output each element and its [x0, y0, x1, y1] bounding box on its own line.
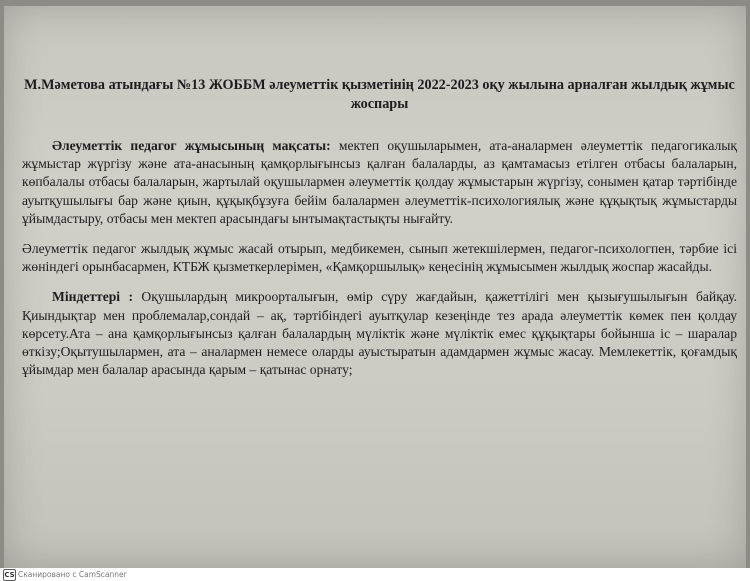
- goal-text: мектеп оқушыларымен, ата-аналармен әлеуметтік педагогикалық жұмыстар жүргізу және ата-анасының қамқорлығынсыз қалған балаларды, аз қамтамасыз етілген отбасы балаларын, көпбалалы отбасы балаларын, жартылай оқушылармен әлеуметтік қолдау жұмыстарын жүргізу, сонымен қатар тәртібінде ауытқушылығы бар және қиын, құқықбұзуға бейім балалармен әлеуметтік-психологиялық және құқықтық жұмыстарды ұйымдастыру, отбасы мен мектеп арасындағы ынтымақтастықты нығайту.: [22, 138, 737, 226]
- tasks-text: Оқушылардың микроорталығын, өмір сүру жағдайын, қажеттілігі мен қызығушылығын байқау. Қиындықтар мен проблемалар,сондай – ақ, тәртібіндегі ауытқулар кезеңінде тез арада әлеуметтік көмек пен қолдау көрсету.Ата – ана қамқорлығынсыз қалған балалардың мүліктік және мүліктік емес құқықтары бойынша іс – шаралар өткізу;Оқытушылармен, ата – аналармен немесе оларды ауыстыратын адамдармен жұмыс жасау. Мемлекеттік, қоғамдық ұйымдар мен балалар арасында қарым – қатынас орнату;: [22, 289, 737, 378]
- plan-paragraph: Әлеуметтік педагог жылдық жұмыс жасай отырып, медбикемен, сынып жетекшілермен, педагог-психологпен, тәрбие ісі жөніндегі орынбасармен, КТБЖ қызметкерлерімен, «Қамқоршылық» кеңесінің жұмысымен жылдық жоспар жасайды.: [22, 241, 737, 275]
- tasks-paragraph: [22, 288, 737, 379]
- tasks-lead: Міндеттері :: [52, 289, 134, 305]
- document-body: [22, 76, 737, 391]
- goal-lead: Әлеуметтік педагог жұмысының мақсаты:: [52, 138, 331, 153]
- goal-paragraph: [22, 137, 737, 228]
- scanner-footer: [0, 568, 750, 581]
- scanned-page: [4, 6, 746, 568]
- camscanner-logo-icon: CS: [4, 571, 15, 579]
- document-title: М.Мәметова атындағы №13 ЖОББМ әлеуметтік қызметінің 2022-2023 оқу жылына арналған жылдық жұмыс жоспары: [24, 77, 735, 112]
- scanner-caption: Сканировано с CamScanner: [18, 570, 127, 579]
